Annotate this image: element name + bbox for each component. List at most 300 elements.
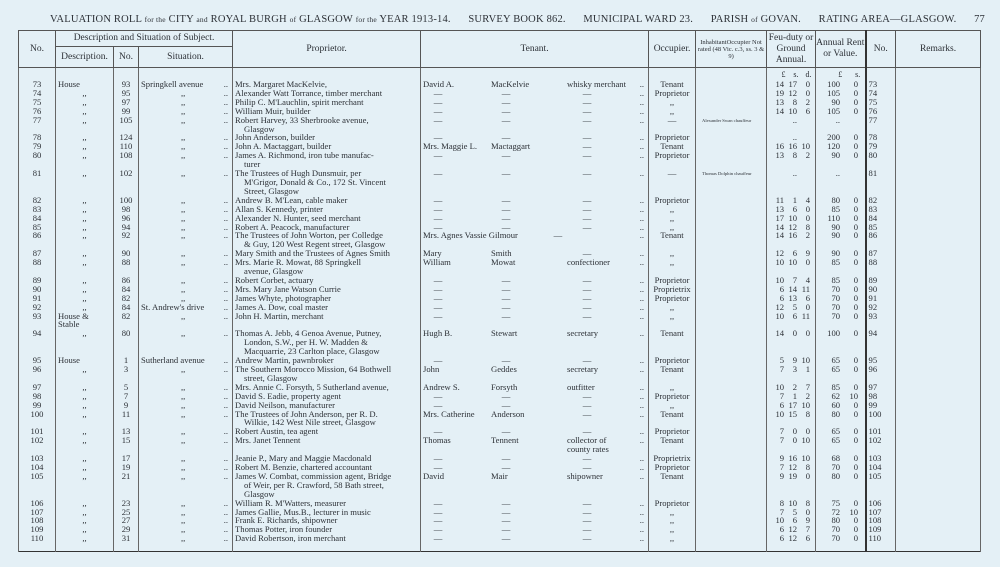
tenant-first-name: — bbox=[433, 274, 443, 285]
occupier: ,, bbox=[649, 107, 696, 116]
situation-text: Springkell avenue bbox=[141, 79, 204, 89]
tenant-first-name: Mrs. Agnes Vassie Gilmour bbox=[423, 230, 518, 241]
house-number: 7 bbox=[114, 392, 139, 401]
tenant-first-name: — bbox=[433, 194, 443, 205]
situation-text: ,, bbox=[181, 230, 186, 241]
tenant-designation: — bbox=[553, 230, 563, 241]
inhabitant-occupier-note bbox=[696, 107, 767, 116]
house-number: 19 bbox=[114, 463, 139, 472]
entry-number: 88 bbox=[19, 258, 56, 276]
tenant-designation: confectioner bbox=[567, 257, 610, 268]
proprietor bbox=[233, 365, 421, 383]
tenant bbox=[421, 249, 649, 258]
proprietor-line: The Trustees of John Anderson, per R. D. bbox=[235, 408, 378, 419]
feu-duty: 14 0 0 bbox=[767, 329, 816, 356]
tenant-first-name: Mary bbox=[423, 248, 442, 259]
entry-number: 81 bbox=[19, 169, 56, 196]
inhabitant-occupier-note bbox=[696, 285, 767, 294]
tenant bbox=[421, 303, 649, 312]
leader-dots: .. bbox=[223, 141, 229, 152]
proprietor-line: Thomas A. Jebb, 4 Genoa Avenue, Putney, bbox=[235, 328, 382, 339]
feu-duty: 8 10 8 bbox=[767, 499, 816, 508]
proprietor-line: Jeanie P., Mary and Maggie Macdonald bbox=[235, 453, 372, 464]
description: ,, bbox=[56, 116, 114, 134]
proprietor bbox=[233, 534, 421, 551]
tenant-surname: Smith bbox=[491, 248, 512, 259]
feu-duty: 14 16 2 bbox=[767, 231, 816, 249]
entry-number-right: 74 bbox=[866, 89, 896, 98]
tenant-designation: — bbox=[582, 150, 592, 161]
tenant-surname: — bbox=[501, 310, 511, 321]
tenant-first-name: — bbox=[433, 453, 443, 464]
remarks bbox=[896, 223, 981, 232]
occupier: Tenant bbox=[649, 365, 696, 383]
tenant bbox=[421, 151, 649, 169]
occupier: Tenant bbox=[649, 231, 696, 249]
occupier: ,, bbox=[649, 249, 696, 258]
remarks bbox=[896, 142, 981, 151]
inhabitant-occupier-note bbox=[696, 365, 767, 383]
description: ,, bbox=[56, 285, 114, 294]
proprietor-line: Robert Austin, tea agent bbox=[235, 426, 319, 437]
tenant-designation: — bbox=[582, 408, 592, 419]
proprietor-line: Andrew B. M'Lean, cable maker bbox=[235, 194, 348, 205]
tenant-designation: secretary bbox=[567, 364, 599, 374]
annual-rent: 105 0 bbox=[816, 107, 866, 116]
table-row bbox=[19, 258, 981, 276]
annual-rent: 70 0 bbox=[816, 463, 866, 472]
inhabitant-occupier-note bbox=[696, 508, 767, 517]
entry-number: 97 bbox=[19, 383, 56, 392]
leader-dots: .. bbox=[639, 230, 645, 241]
description: ,, bbox=[56, 436, 114, 454]
tenant-designation: — bbox=[582, 426, 592, 437]
proprietor-line: James A. Richmond, iron tube manufac- bbox=[235, 150, 374, 161]
feu-duty: 16 16 10 bbox=[767, 142, 816, 151]
situation-text: ,, bbox=[181, 194, 186, 205]
tenant-first-name: — bbox=[433, 426, 443, 437]
proprietor bbox=[233, 410, 421, 428]
entry-number: 90 bbox=[19, 285, 56, 294]
situation-text: St. Andrew's drive bbox=[141, 301, 205, 312]
col-annual-rent: Annual Rent or Value. bbox=[816, 31, 866, 68]
situation-text: ,, bbox=[181, 114, 186, 125]
situation-text: ,, bbox=[181, 105, 186, 116]
house-number: 92 bbox=[114, 231, 139, 249]
tenant bbox=[421, 205, 649, 214]
tenant-first-name: — bbox=[433, 168, 443, 179]
tenant-first-name: — bbox=[433, 87, 443, 98]
house-number: 102 bbox=[114, 169, 139, 196]
inhabitant-occupier-note bbox=[696, 98, 767, 107]
leader-dots: .. bbox=[639, 87, 645, 98]
description: ,, bbox=[56, 107, 114, 116]
leader-dots: .. bbox=[639, 453, 645, 464]
entry-number: 77 bbox=[19, 116, 56, 134]
house-number: 1 bbox=[114, 356, 139, 365]
tenant-surname: — bbox=[501, 355, 511, 366]
leader-dots: .. bbox=[223, 114, 229, 125]
annual-rent: 65 0 bbox=[816, 356, 866, 365]
annual-rent: .. bbox=[816, 116, 866, 134]
description: ,, bbox=[56, 392, 114, 401]
tenant-first-name: — bbox=[433, 203, 443, 214]
situation bbox=[139, 436, 233, 454]
feu-duty: 7 1 2 bbox=[767, 392, 816, 401]
house-number: 99 bbox=[114, 107, 139, 116]
description: ,, bbox=[56, 151, 114, 169]
proprietor-line: Mrs. Margaret MacKelvie, bbox=[235, 79, 327, 89]
leader-dots: .. bbox=[223, 194, 229, 205]
leader-dots: .. bbox=[223, 274, 229, 285]
entry-number-right: 99 bbox=[866, 401, 896, 410]
leader-dots: .. bbox=[639, 399, 645, 410]
leader-dots: .. bbox=[639, 461, 645, 472]
situation-text: ,, bbox=[181, 87, 186, 98]
inhabitant-occupier-note bbox=[696, 436, 767, 454]
entry-number-right: 100 bbox=[866, 410, 896, 428]
description: ,, bbox=[56, 427, 114, 436]
proprietor-line: Mrs. Annie C. Forsyth, 5 Sutherland avenue, bbox=[235, 381, 389, 392]
tenant-surname: — bbox=[501, 150, 511, 161]
situation-text: ,, bbox=[181, 533, 186, 544]
remarks bbox=[896, 249, 981, 258]
tenant-first-name: Thomas bbox=[423, 435, 451, 446]
tenant-designation: — bbox=[582, 194, 592, 205]
remarks bbox=[896, 525, 981, 534]
proprietor-line: William Muir, builder bbox=[235, 105, 311, 116]
tenant-designation: — bbox=[582, 248, 592, 259]
leader-dots: .. bbox=[639, 96, 645, 107]
house-number: 25 bbox=[114, 508, 139, 517]
inhabitant-occupier-note bbox=[696, 454, 767, 463]
tenant bbox=[421, 276, 649, 285]
house-number: 29 bbox=[114, 525, 139, 534]
situation-text: ,, bbox=[181, 310, 186, 321]
feu-duty: 6 17 10 bbox=[767, 401, 816, 410]
remarks bbox=[896, 276, 981, 285]
annual-rent: 85 0 bbox=[816, 383, 866, 392]
tenant-first-name: — bbox=[433, 292, 443, 303]
tenant-surname: Mactaggart bbox=[491, 141, 531, 152]
proprietor-line: Philip C. M'Lauchlin, spirit merchant bbox=[235, 96, 364, 107]
tenant-designation: — bbox=[582, 453, 592, 464]
description: House bbox=[56, 80, 114, 89]
leader-dots: .. bbox=[639, 203, 645, 214]
feu-duty: 17 10 0 bbox=[767, 214, 816, 223]
description: ,, bbox=[56, 525, 114, 534]
tenant-surname: — bbox=[501, 515, 511, 526]
tenant-designation: — bbox=[582, 283, 592, 294]
remarks bbox=[896, 258, 981, 276]
feu-duty: 7 3 1 bbox=[767, 365, 816, 383]
inhabitant-occupier-note bbox=[696, 401, 767, 410]
situation bbox=[139, 231, 233, 249]
inhabitant-occupier-note bbox=[696, 392, 767, 401]
entry-number: 82 bbox=[19, 196, 56, 205]
leader-dots: .. bbox=[223, 79, 229, 89]
annual-rent: 100 0 bbox=[816, 329, 866, 356]
proprietor bbox=[233, 116, 421, 134]
entry-number-right: 102 bbox=[866, 436, 896, 454]
description: ,, bbox=[56, 169, 114, 196]
inhabitant-occupier-note bbox=[696, 472, 767, 499]
annual-rent: 70 0 bbox=[816, 294, 866, 303]
inhabitant-occupier-note bbox=[696, 258, 767, 276]
proprietor-line: M'Grigor, Donald & Co., 172 St. Vincent bbox=[244, 176, 386, 187]
entry-number-right: 104 bbox=[866, 463, 896, 472]
situation-text: ,, bbox=[181, 168, 186, 179]
entry-number: 85 bbox=[19, 223, 56, 232]
tenant-surname: MacKelvie bbox=[491, 79, 530, 89]
entry-number: 79 bbox=[19, 142, 56, 151]
remarks bbox=[896, 285, 981, 294]
entry-number: 103 bbox=[19, 454, 56, 463]
annual-rent: 105 0 bbox=[816, 89, 866, 98]
inhabitant-occupier-note bbox=[696, 294, 767, 303]
col-desc-group: Description and Situation of Subject. bbox=[56, 31, 233, 47]
situation-text: ,, bbox=[181, 381, 186, 392]
entry-number: 74 bbox=[19, 89, 56, 98]
occupier: ,, bbox=[649, 401, 696, 410]
tenant-first-name: Hugh B. bbox=[423, 328, 453, 339]
tenant-first-name: David A. bbox=[423, 79, 455, 89]
proprietor-line: Alexander N. Hunter, seed merchant bbox=[235, 212, 361, 223]
proprietor-line: Mrs. Janet Tennent bbox=[235, 435, 301, 446]
annual-rent: 120 0 bbox=[816, 142, 866, 151]
tenant bbox=[421, 116, 649, 134]
proprietor bbox=[233, 169, 421, 196]
inhabitant-occupier-note bbox=[696, 410, 767, 428]
entry-number: 94 bbox=[19, 329, 56, 356]
tenant-first-name: — bbox=[433, 310, 443, 321]
house-number: 96 bbox=[114, 214, 139, 223]
inhabitant-occupier-note bbox=[696, 133, 767, 142]
description: ,, bbox=[56, 133, 114, 142]
entry-number: 84 bbox=[19, 214, 56, 223]
tenant-designation: — bbox=[582, 221, 592, 232]
tenant-surname: — bbox=[501, 212, 511, 223]
leader-dots: .. bbox=[639, 497, 645, 508]
feu-duty: 10 6 11 bbox=[767, 312, 816, 330]
proprietor-line: The Trustees of Hugh Dunsmuir, per bbox=[235, 168, 362, 179]
proprietor-line: London, S.W., per H. W. Madden & bbox=[244, 337, 368, 348]
house-number: 98 bbox=[114, 205, 139, 214]
description: ,, bbox=[56, 223, 114, 232]
situation-text: ,, bbox=[181, 497, 186, 508]
annual-rent: 90 0 bbox=[816, 249, 866, 258]
situation bbox=[139, 534, 233, 551]
tenant-designation: — bbox=[582, 212, 592, 223]
leader-dots: .. bbox=[639, 506, 645, 517]
tenant bbox=[421, 312, 649, 330]
description: ,, bbox=[56, 276, 114, 285]
entry-number: 89 bbox=[19, 276, 56, 285]
situation-text: ,, bbox=[181, 390, 186, 401]
tenant bbox=[421, 508, 649, 517]
remarks bbox=[896, 356, 981, 365]
feu-duty: 13 8 2 bbox=[767, 98, 816, 107]
tenant-designation: — bbox=[582, 310, 592, 321]
leader-dots: .. bbox=[639, 470, 645, 481]
entry-number: 80 bbox=[19, 151, 56, 169]
situation bbox=[139, 312, 233, 330]
entry-number: 92 bbox=[19, 303, 56, 312]
leader-dots: .. bbox=[639, 426, 645, 437]
annual-rent: 70 0 bbox=[816, 312, 866, 330]
remarks bbox=[896, 98, 981, 107]
entry-number-right: 110 bbox=[866, 534, 896, 551]
proprietor bbox=[233, 231, 421, 249]
remarks bbox=[896, 312, 981, 330]
leader-dots: .. bbox=[223, 230, 229, 241]
occupier: ,, bbox=[649, 205, 696, 214]
remarks bbox=[896, 133, 981, 142]
proprietor-line: Robert A. Peacock, manufacturer bbox=[235, 221, 350, 232]
tenant bbox=[421, 525, 649, 534]
tenant bbox=[421, 427, 649, 436]
situation-text: ,, bbox=[181, 212, 186, 223]
roll-title: VALUATION ROLL for the CITY and ROYAL BURGH of GLASGOW for the YEAR 1913-14. bbox=[50, 14, 451, 25]
page-header bbox=[50, 14, 985, 25]
proprietor-line: avenue, Glasgow bbox=[244, 266, 304, 277]
rent-units: £ s. bbox=[816, 68, 866, 81]
feu-duty: 10 2 7 bbox=[767, 383, 816, 392]
leader-dots: .. bbox=[223, 221, 229, 232]
description: ,, bbox=[56, 454, 114, 463]
tenant-surname: — bbox=[501, 533, 511, 544]
entry-number: 110 bbox=[19, 534, 56, 551]
entry-number: 78 bbox=[19, 133, 56, 142]
description: ,, bbox=[56, 472, 114, 499]
entry-number-right: 75 bbox=[866, 98, 896, 107]
leader-dots: .. bbox=[639, 381, 645, 392]
situation-text: ,, bbox=[181, 248, 186, 259]
feu-duty: 13 8 2 bbox=[767, 151, 816, 169]
leader-dots: .. bbox=[639, 310, 645, 321]
situation-text: ,, bbox=[181, 399, 186, 410]
inhabitant-occupier-note bbox=[696, 329, 767, 356]
tenant-surname: Geddes bbox=[491, 364, 517, 374]
feu-duty: 14 12 8 bbox=[767, 223, 816, 232]
inhabitant-occupier-note bbox=[696, 223, 767, 232]
annual-rent: 72 10 bbox=[816, 508, 866, 517]
leader-dots: .. bbox=[223, 364, 229, 374]
feu-duty: 9 16 10 bbox=[767, 454, 816, 463]
description: ,, bbox=[56, 196, 114, 205]
situation-text: ,, bbox=[181, 364, 186, 374]
entry-number-right: 109 bbox=[866, 525, 896, 534]
feu-duty: .. bbox=[767, 169, 816, 196]
occupier: — bbox=[649, 169, 696, 196]
tenant bbox=[421, 534, 649, 551]
proprietor-line: Robert Harvey, 33 Sherbrooke avenue, bbox=[235, 114, 369, 125]
description: ,, bbox=[56, 516, 114, 525]
remarks bbox=[896, 392, 981, 401]
proprietor-line: James Whyte, photographer bbox=[235, 292, 332, 303]
inhabitant-occupier-note bbox=[696, 516, 767, 525]
occupier: Proprietor bbox=[649, 196, 696, 205]
annual-rent: 85 0 bbox=[816, 258, 866, 276]
tenant bbox=[421, 89, 649, 98]
inhabitant-occupier-note bbox=[696, 525, 767, 534]
tenant-surname: — bbox=[501, 426, 511, 437]
situation-text: ,, bbox=[181, 426, 186, 437]
inhabitant-occupier-note bbox=[696, 196, 767, 205]
leader-dots: .. bbox=[223, 524, 229, 535]
entry-number-right: 80 bbox=[866, 151, 896, 169]
proprietor-line: Frank E. Richards, shipowner bbox=[235, 515, 338, 526]
remarks bbox=[896, 294, 981, 303]
feu-duty: 11 1 4 bbox=[767, 196, 816, 205]
entry-number: 100 bbox=[19, 410, 56, 428]
proprietor-line: John Anderson, builder bbox=[235, 132, 315, 143]
tenant-designation: — bbox=[582, 524, 592, 535]
remarks bbox=[896, 427, 981, 436]
feu-duty: 10 6 9 bbox=[767, 516, 816, 525]
annual-rent: 100 0 bbox=[816, 80, 866, 89]
tenant-first-name: — bbox=[433, 221, 443, 232]
tenant-designation: — bbox=[582, 390, 592, 401]
inhabitant-occupier-note bbox=[696, 534, 767, 551]
situation-text: ,, bbox=[181, 274, 186, 285]
proprietor-line: Allan S. Kennedy, printer bbox=[235, 203, 324, 214]
situation-text: Sutherland avenue bbox=[141, 355, 205, 366]
feu-duty: 6 13 6 bbox=[767, 294, 816, 303]
leader-dots: .. bbox=[223, 150, 229, 161]
entry-number: 95 bbox=[19, 356, 56, 365]
house-number: 124 bbox=[114, 133, 139, 142]
house-number: 82 bbox=[114, 312, 139, 330]
tenant bbox=[421, 329, 649, 356]
entry-number-right: 89 bbox=[866, 276, 896, 285]
leader-dots: .. bbox=[223, 381, 229, 392]
tenant-first-name: — bbox=[433, 461, 443, 472]
col-no: No. bbox=[19, 31, 56, 68]
annual-rent: 70 0 bbox=[816, 534, 866, 551]
occupier: Tenant bbox=[649, 410, 696, 428]
occupier: Proprietor bbox=[649, 151, 696, 169]
tenant-designation: — bbox=[582, 141, 592, 152]
remarks bbox=[896, 107, 981, 116]
table-row bbox=[19, 365, 981, 383]
table-row bbox=[19, 410, 981, 428]
leader-dots: .. bbox=[223, 497, 229, 508]
house-number: 110 bbox=[114, 142, 139, 151]
leader-dots: .. bbox=[639, 355, 645, 366]
annual-rent: 85 0 bbox=[816, 276, 866, 285]
tenant-first-name: — bbox=[433, 533, 443, 544]
proprietor-line: John A. Mactaggart, builder bbox=[235, 141, 332, 152]
situation-text: ,, bbox=[181, 470, 186, 481]
tenant-surname: — bbox=[501, 114, 511, 125]
feu-duty: 10 10 0 bbox=[767, 258, 816, 276]
occupier: Proprietrix bbox=[649, 285, 696, 294]
situation-text: ,, bbox=[181, 257, 186, 268]
remarks bbox=[896, 410, 981, 428]
proprietor-line: David Robertson, iron merchant bbox=[235, 533, 346, 544]
leader-dots: .. bbox=[223, 301, 229, 312]
feu-duty: 14 10 6 bbox=[767, 107, 816, 116]
tenant-surname: — bbox=[501, 96, 511, 107]
annual-rent: 90 0 bbox=[816, 223, 866, 232]
situation bbox=[139, 169, 233, 196]
leader-dots: .. bbox=[223, 310, 229, 321]
col-proprietor: Proprietor. bbox=[233, 31, 421, 68]
entry-number-right: 86 bbox=[866, 231, 896, 249]
situation-text: ,, bbox=[181, 524, 186, 535]
inhabitant-occupier-note bbox=[696, 89, 767, 98]
